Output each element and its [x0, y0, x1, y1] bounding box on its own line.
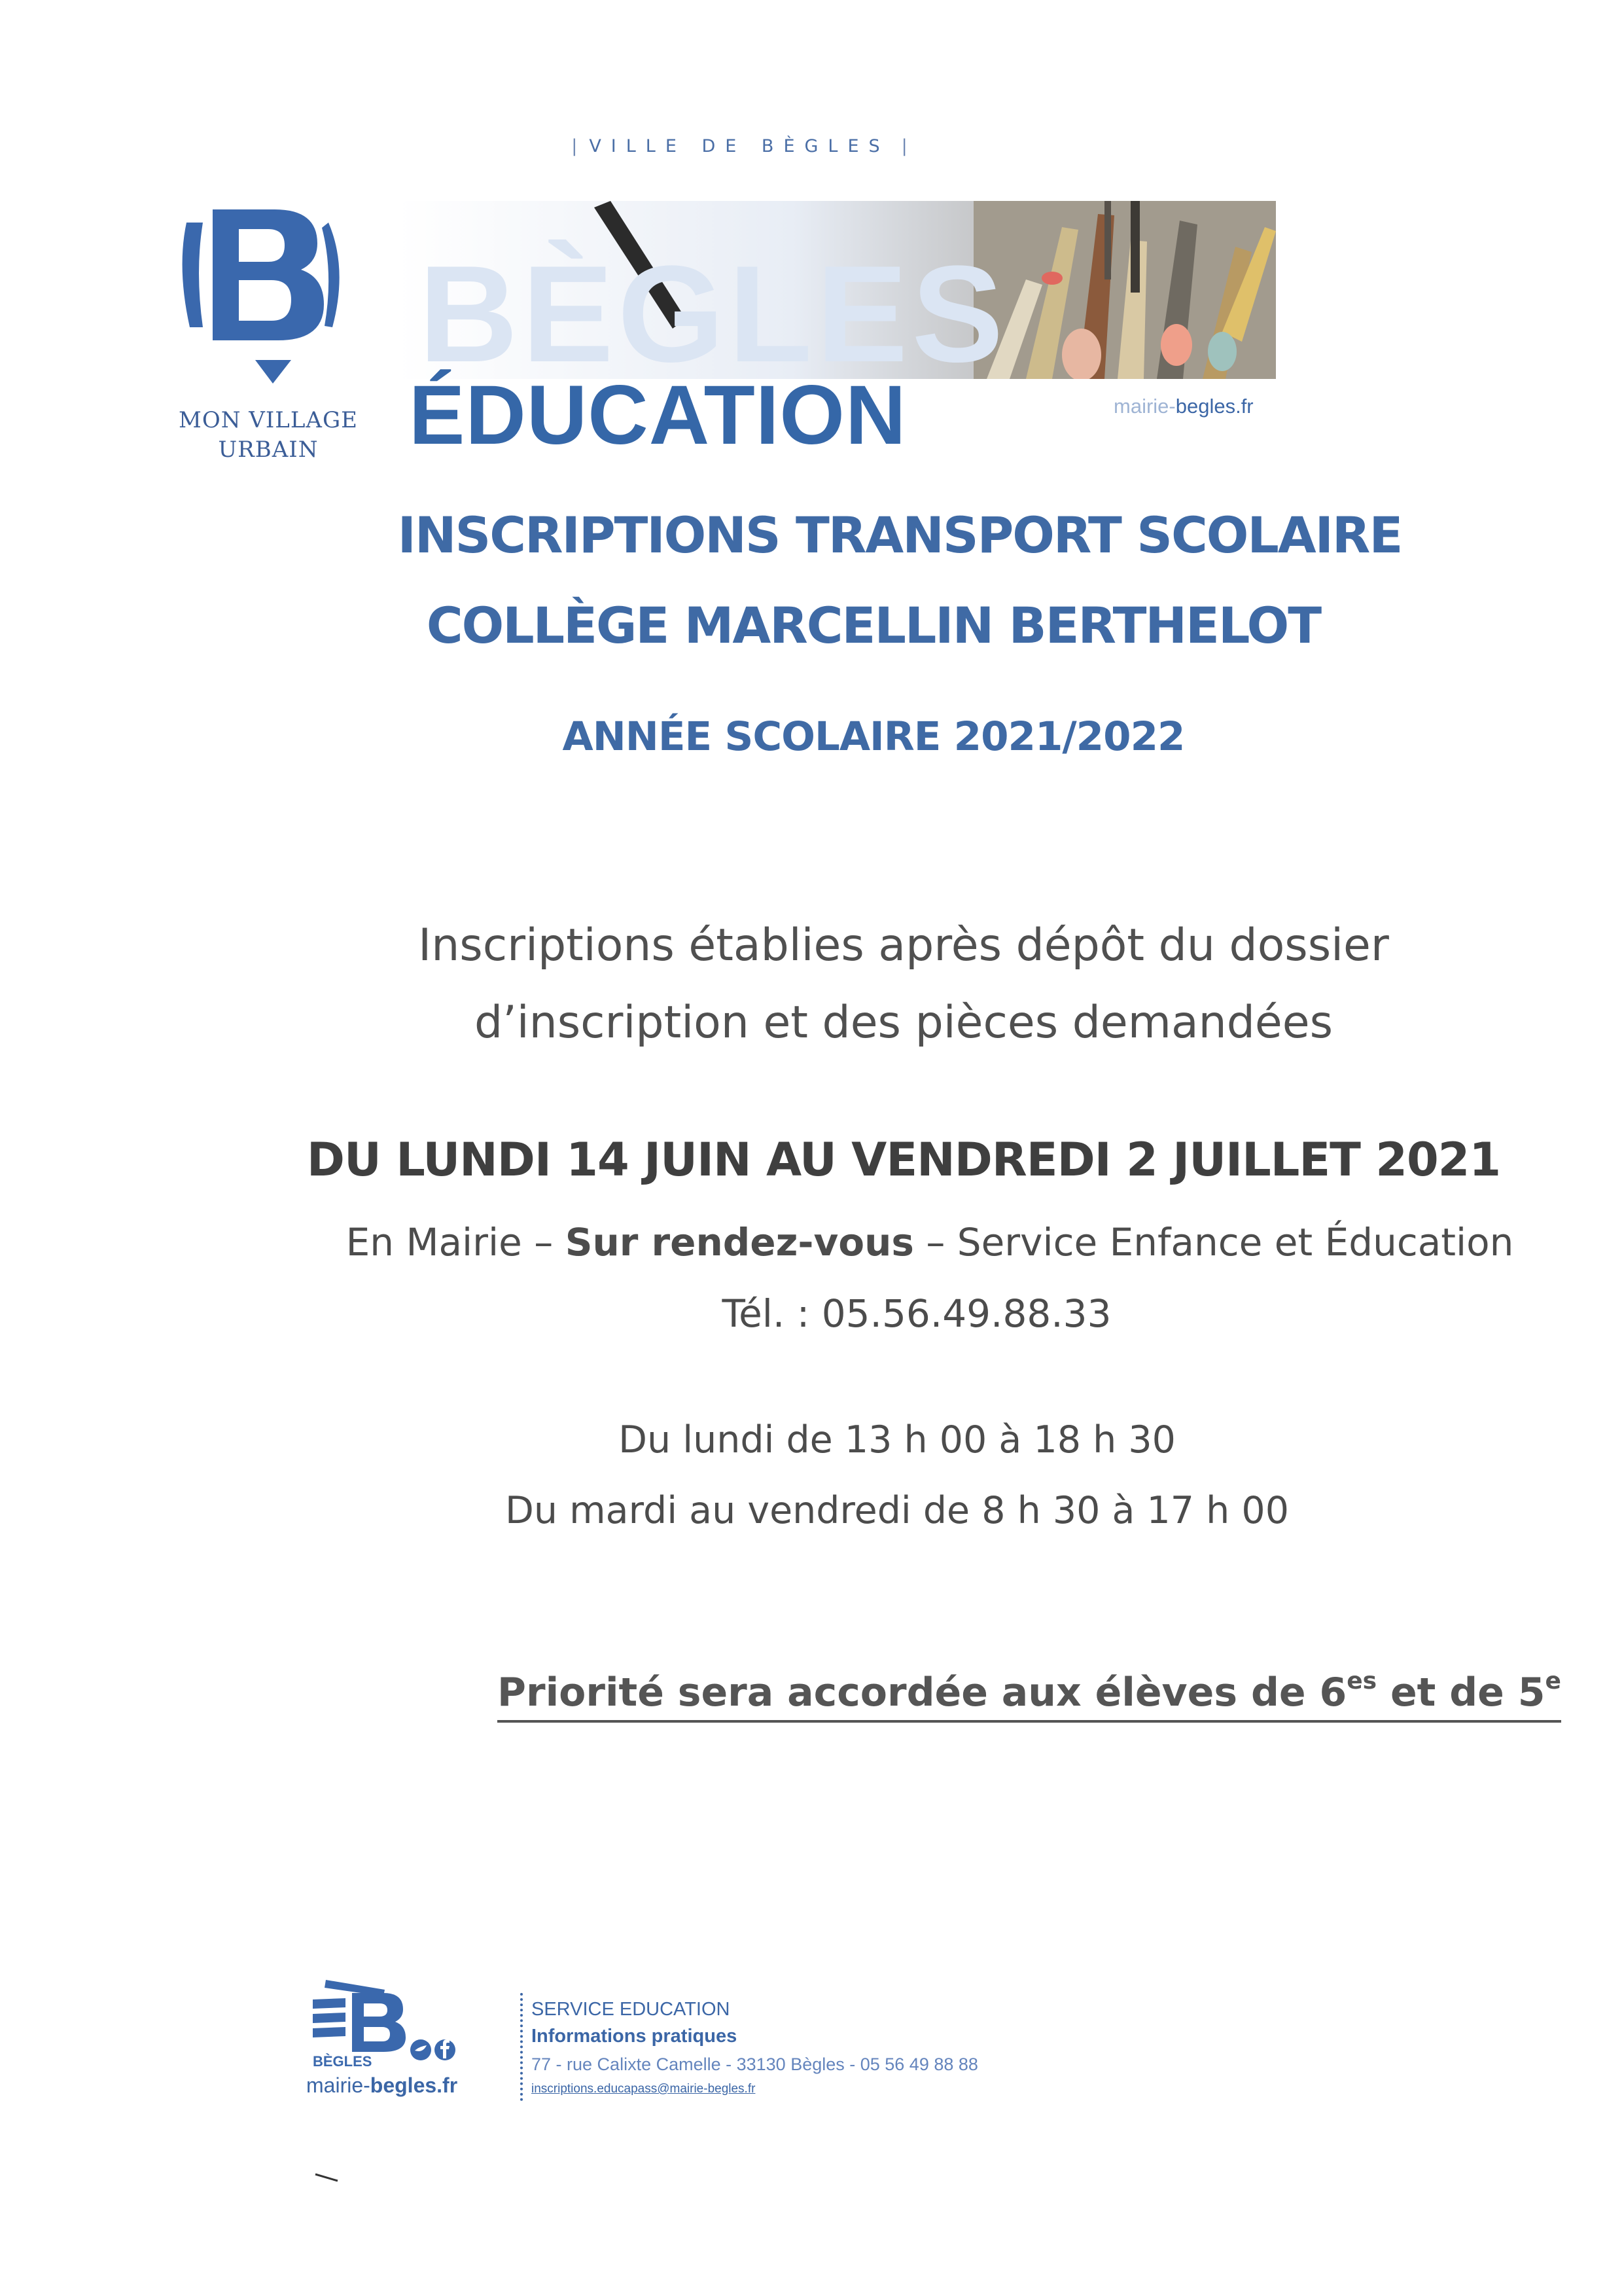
priority-notice [497, 1666, 1561, 1723]
mairie-appointment-line [118, 1216, 1624, 1268]
telephone: Tél. : 05.56.49.88.33 [722, 1291, 1112, 1336]
footer-divider [520, 1993, 523, 2101]
website-domain: begles.fr [1175, 395, 1254, 418]
priority-sup1: es [1347, 1668, 1377, 1695]
inscriptions-line2: d’inscription et des pièces demandées [474, 997, 1333, 1049]
mairie-part3: – Service Enfance et Éducation [913, 1220, 1514, 1265]
title-annee-scolaire: ANNÉE SCOLAIRE 2021/2022 [562, 713, 1185, 760]
hours-monday: Du lundi de 13 h 00 à 18 h 30 [618, 1418, 1176, 1462]
website-link-footer[interactable] [306, 2073, 476, 2100]
education-section-title: ÉDUCATION [409, 368, 907, 462]
registration-dates: DU LUNDI 14 JUIN AU VENDREDI 2 JUILLET 2021 [306, 1133, 1501, 1187]
hours-tuesday-friday: Du mardi au vendredi de 8 h 30 à 17 h 00 [505, 1489, 1289, 1532]
footer-begles-logo-icon [306, 1973, 470, 2068]
sur-rendez-vous: Sur rendez-vous [565, 1220, 914, 1265]
separator-left: | [571, 136, 578, 156]
footer-website-domain: begles.fr [370, 2073, 458, 2097]
begles-banner-word: BÈGLES [419, 237, 1008, 391]
mon-village-urbain-tagline [157, 406, 380, 465]
footer-service-title: SERVICE EDUCATION [531, 1999, 730, 2020]
priority-part2: et de 5 [1377, 1670, 1545, 1715]
inscriptions-line1: Inscriptions établies après dépôt du dossier [418, 920, 1389, 971]
scan-artifact [314, 2172, 339, 2183]
ville-label: VILLE DE BÈGLES [589, 136, 890, 156]
footer-logo-word: BÈGLES [313, 2053, 372, 2068]
priority-sup2: e [1545, 1668, 1561, 1695]
ville-de-begles-header [556, 136, 923, 162]
title-inscriptions-transport: INSCRIPTIONS TRANSPORT SCOLAIRE [397, 506, 1402, 564]
tagline-line2: URBAIN [218, 437, 319, 463]
separator-right: | [901, 136, 908, 156]
begles-b-logo-icon [177, 196, 360, 393]
website-link-header[interactable] [1114, 395, 1310, 421]
footer-email-link[interactable]: inscriptions.educapass@mairie-begles.fr [531, 2082, 756, 2096]
footer-address: 77 - rue Calixte Camelle - 33130 Bègles - 05 56 49 88 88 [531, 2054, 978, 2074]
tagline-line1: MON VILLAGE [179, 407, 358, 433]
priority-part1: Priorité sera accordée aux élèves de 6 [497, 1670, 1347, 1715]
mairie-part1: En Mairie – [345, 1220, 565, 1265]
title-college: COLLÈGE MARCELLIN BERTHELOT [426, 596, 1321, 655]
footer-website-prefix: mairie- [306, 2073, 370, 2097]
website-prefix: mairie- [1114, 395, 1176, 418]
footer-info-label: Informations pratiques [531, 2026, 737, 2047]
